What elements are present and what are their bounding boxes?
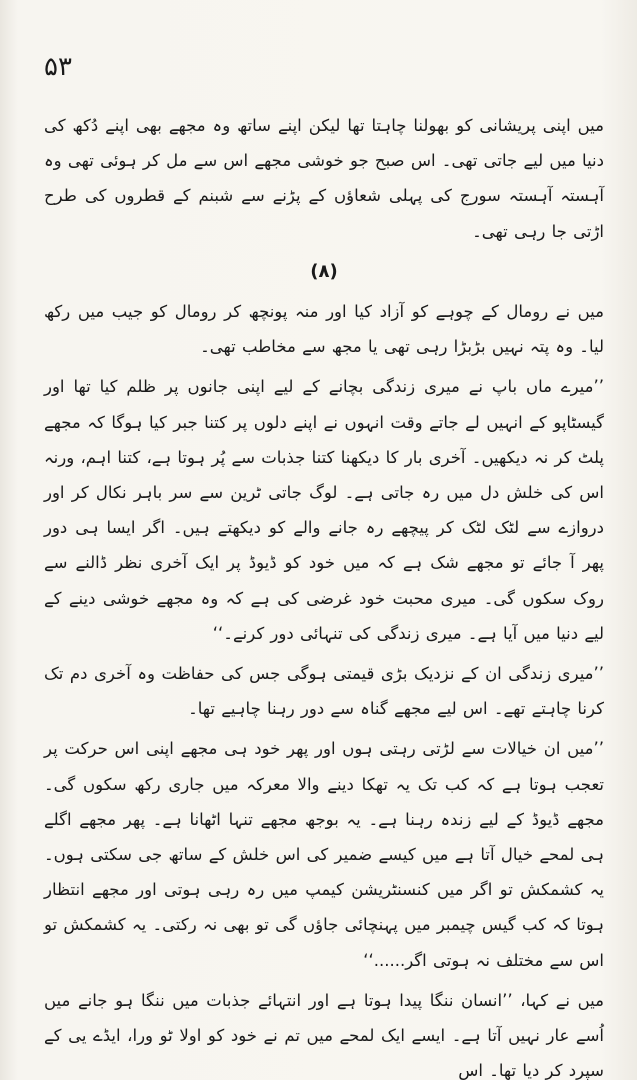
paragraph: ’’میری زندگی ان کے نزدیک بڑی قیمتی ہوگی جس کی حفاظت وہ آخری دم تک کرنا چاہتے تھے۔ اس لیے مجھے گناہ سے دور رہنا چاہیے تھا۔ <box>44 664 604 719</box>
paragraph: میں نے کہا، ’’انسان ننگا پیدا ہوتا ہے اور انتہائے جذبات میں ننگا ہو جانے میں اُسے عار نہیں آتا ہے۔ ایسے ایک لمحے میں تم نے خود کو اولا ٹو ورا، ایڈے یی کے سپرد کر دیا تھا۔ اس <box>44 990 604 1080</box>
section-heading: (۸) <box>310 260 338 282</box>
paragraph: میں نے رومال کے چوہے کو آزاد کیا اور منہ پونچھ کر رومال کو جیب میں رکھ لیا۔ وہ پتہ نہیں بڑبڑا رہی تھی یا مجھ سے مخاطب تھی۔ <box>44 302 604 357</box>
text-block <box>44 108 604 1080</box>
paragraph: ’’میں ان خیالات سے لڑتی رہتی ہوں اور پھر خود ہی مجھے اپنی اس حرکت پر تعجب ہوتا ہے کہ کب تک یہ تھکا دینے والا معرکہ میں جاری رکھ سکوں گی۔ مجھے ڈیوڈ کے لیے زندہ رہنا ہے۔ یہ بوجھ مجھے تنہا اٹھانا ہے۔ پھر مجھے اگلے ہی لمحے خیال آتا ہے میں کیسے ضمیر کی اس خلش کے ساتھ جی سکتی ہوں۔ یہ کشمکش تو اگر میں کنسنٹریشن کیمپ میں رہ رہی ہوتی اور مجھے انتظار ہوتا کہ کب گیس چیمبر میں پہنچائی جاؤں گی تو بھی نہ رکتی۔ یہ کشمکش تو اس سے مختلف نہ ہوتی اگر......‘‘ <box>44 739 604 970</box>
page-number: ۵۳ <box>44 52 72 82</box>
paragraph: میں اپنی پریشانی کو بھولنا چاہتا تھا لیکن اپنے ساتھ وہ مجھے بھی اپنے دُکھ کی دنیا میں لیے جاتی تھی۔ اس صبح جو خوشی مجھے اس سے مل کر ہوئی تھی وہ آہستہ آہستہ سورج کی پہلی شعاؤں کے پڑنے سے شبنم کے قطروں کی طرح اڑتی جا رہی تھی۔ <box>44 116 604 241</box>
paragraph: ’’میرے ماں باپ نے میری زندگی بچانے کے لیے اپنی جانوں پر ظلم کیا تھا اور گیسٹاپو کے انہیں لے جاتے وقت انہوں نے اپنے دلوں پر کتنا جبر کیا ہوگا کہ مجھے پلٹ کر نہ دیکھیں۔ آخری بار کا دیکھنا کتنا جذبات سے پُر ہوتا ہے، کتنا اہم، ورنہ اس کی خلش دل میں رہ جاتی ہے۔ لوگ جاتی ٹرین سے سر باہر نکال کر اور دروازے سے لٹک لٹک کر پیچھے رہ جانے والے کو دیکھتے ہیں۔ اگر ایسا ہی دور پھر آ جائے تو مجھے شک ہے کہ میں خود کو ڈیوڈ پر ایک آخری نظر ڈالنے سے روک سکوں گی۔ میری محبت خود غرضی کی ہے کہ وہ مجھے خوشی دینے کے لیے دنیا میں آیا ہے۔ میری زندگی کی تنہائی دور کرنے۔‘‘ <box>44 377 604 643</box>
